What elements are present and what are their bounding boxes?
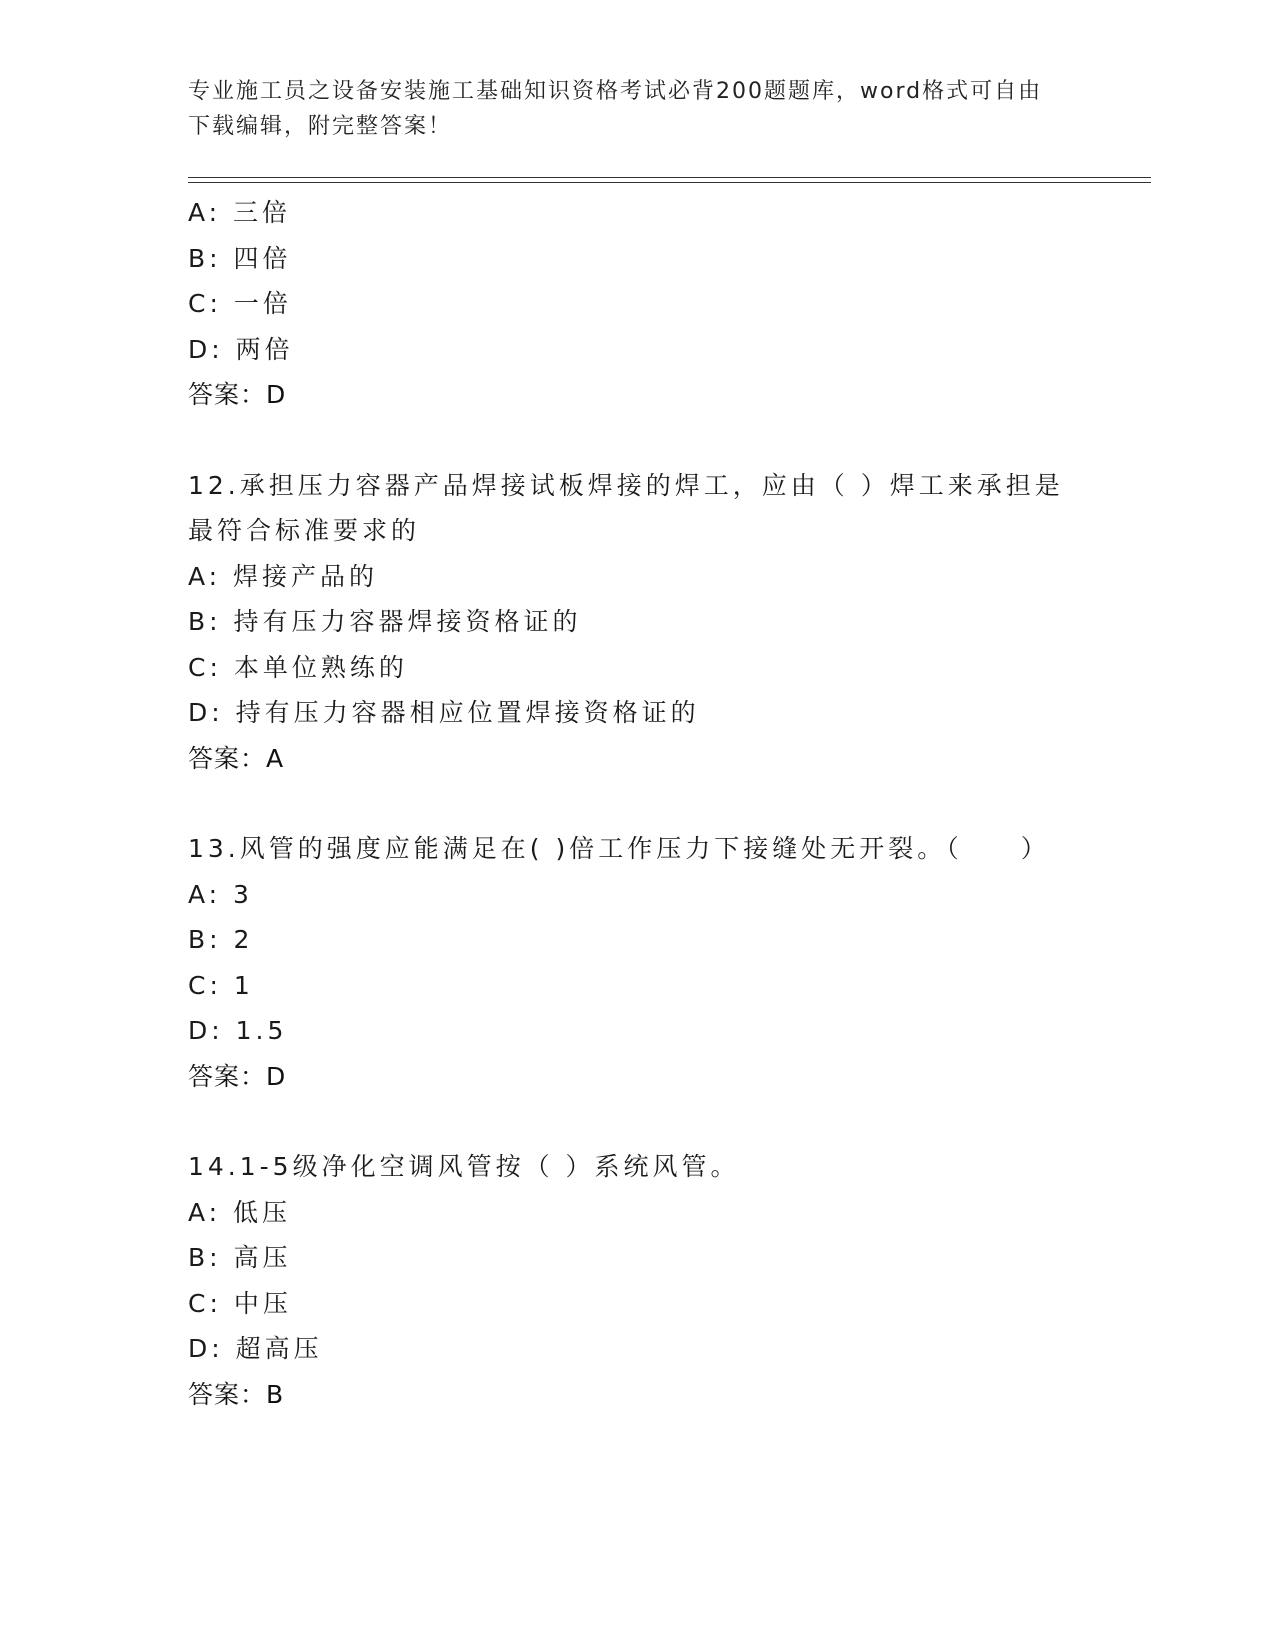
spacer (188, 418, 1088, 463)
option-a: A: 低压 (188, 1197, 292, 1227)
answer-line: 答案：D (188, 1061, 287, 1091)
option-a: A: 三倍 (188, 198, 292, 227)
option-a: A: 焊接产品的 (188, 561, 379, 591)
option-c: C: 中压 (188, 1288, 292, 1318)
answer-line: 答案：A (188, 743, 285, 773)
question-stem-line-1: 14.1-5级净化空调风管按（ ）系统风管。 (188, 1152, 740, 1181)
option-b: B: 高压 (188, 1243, 292, 1272)
question-stem-line-1: 13.风管的强度应能满足在( )倍工作压力下接缝处无开裂。（ ） (188, 834, 1050, 863)
spacer (188, 781, 1088, 826)
answer-line: 答案：B (188, 1379, 285, 1409)
question-stem-line-1: 12.承担压力容器产品焊接试板焊接的焊工，应由（ ）焊工来承担是 (188, 470, 1064, 500)
option-b: B: 持有压力容器焊接资格证的 (188, 607, 582, 636)
header-line-2: 下载编辑，附完整答案！ (188, 114, 453, 139)
question-11 (188, 190, 1088, 418)
document-header (188, 74, 1068, 144)
option-d: D: 超高压 (188, 1334, 323, 1363)
question-list (188, 190, 1088, 1417)
option-c: C: 本单位熟练的 (188, 652, 408, 682)
option-b: B: 2 (188, 925, 254, 954)
option-b: B: 四倍 (188, 243, 292, 273)
question-14 (188, 1144, 1088, 1417)
question-13 (188, 826, 1088, 1099)
option-d: D: 1.5 (188, 1016, 288, 1045)
option-a: A: 3 (188, 879, 253, 909)
option-d: D: 两倍 (188, 334, 294, 364)
question-stem-line-2: 最符合标准要求的 (188, 516, 421, 545)
header-line-1: 专业施工员之设备安装施工基础知识资格考试必背200题题库，word格式可自由 (188, 79, 1043, 104)
spacer (188, 1099, 1088, 1144)
option-c: C: 1 (188, 970, 254, 1000)
header-divider-top (188, 177, 1151, 178)
option-c: C: 一倍 (188, 289, 292, 318)
option-d: D: 持有压力容器相应位置焊接资格证的 (188, 698, 700, 727)
answer-line: 答案：D (188, 380, 287, 409)
header-divider-bottom (188, 182, 1151, 183)
question-12 (188, 463, 1088, 782)
